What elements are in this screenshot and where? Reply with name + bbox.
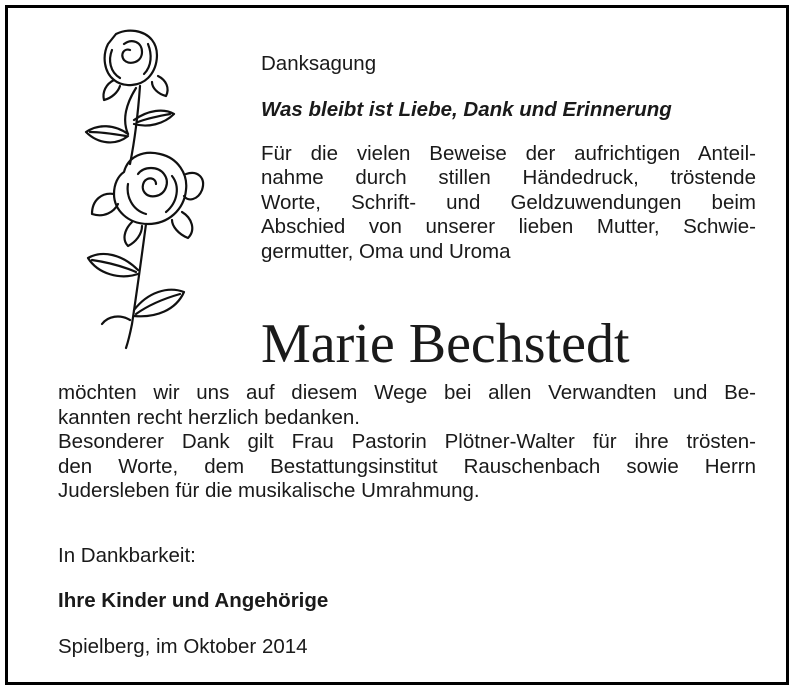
paragraph-line: Judersleben für die musikalische Umrahmung.: [58, 479, 480, 502]
paragraph-line: germutter, Oma und Uroma: [261, 240, 511, 263]
signatories: Ihre Kinder und Angehörige: [58, 589, 329, 612]
paragraph-line: Abschied von unserer lieben Mutter, Schwie-: [261, 215, 756, 238]
paragraph-line: den Worte, dem Bestattungsinstitut Rauschenbach sowie Herrn: [58, 455, 756, 478]
paragraph-line: Für die vielen Beweise der aufrichtigen Anteil-: [261, 142, 756, 165]
paragraph-line: nahme durch stillen Händedruck, tröstende: [261, 166, 756, 189]
paragraph-line: Worte, Schrift- und Geldzuwendungen beim: [261, 191, 756, 214]
paragraph-line: kannten recht herzlich bedanken.: [58, 406, 361, 429]
paragraph-line: Besonderer Dank gilt Frau Pastorin Plötner-Walter für ihre trösten-: [58, 430, 756, 453]
rose-icon: [68, 24, 208, 352]
paragraph-line: möchten wir uns auf diesem Wege bei allen Verwandten und Be-: [58, 381, 756, 404]
heading: Danksagung: [261, 52, 377, 75]
place-date: Spielberg, im Oktober 2014: [58, 635, 308, 658]
obituary-notice-frame: [5, 5, 789, 685]
closing: In Dankbarkeit:: [58, 544, 196, 567]
motto: Was bleibt ist Liebe, Dank und Erinnerung: [261, 98, 672, 121]
deceased-name: Marie Bechstedt: [261, 313, 630, 375]
